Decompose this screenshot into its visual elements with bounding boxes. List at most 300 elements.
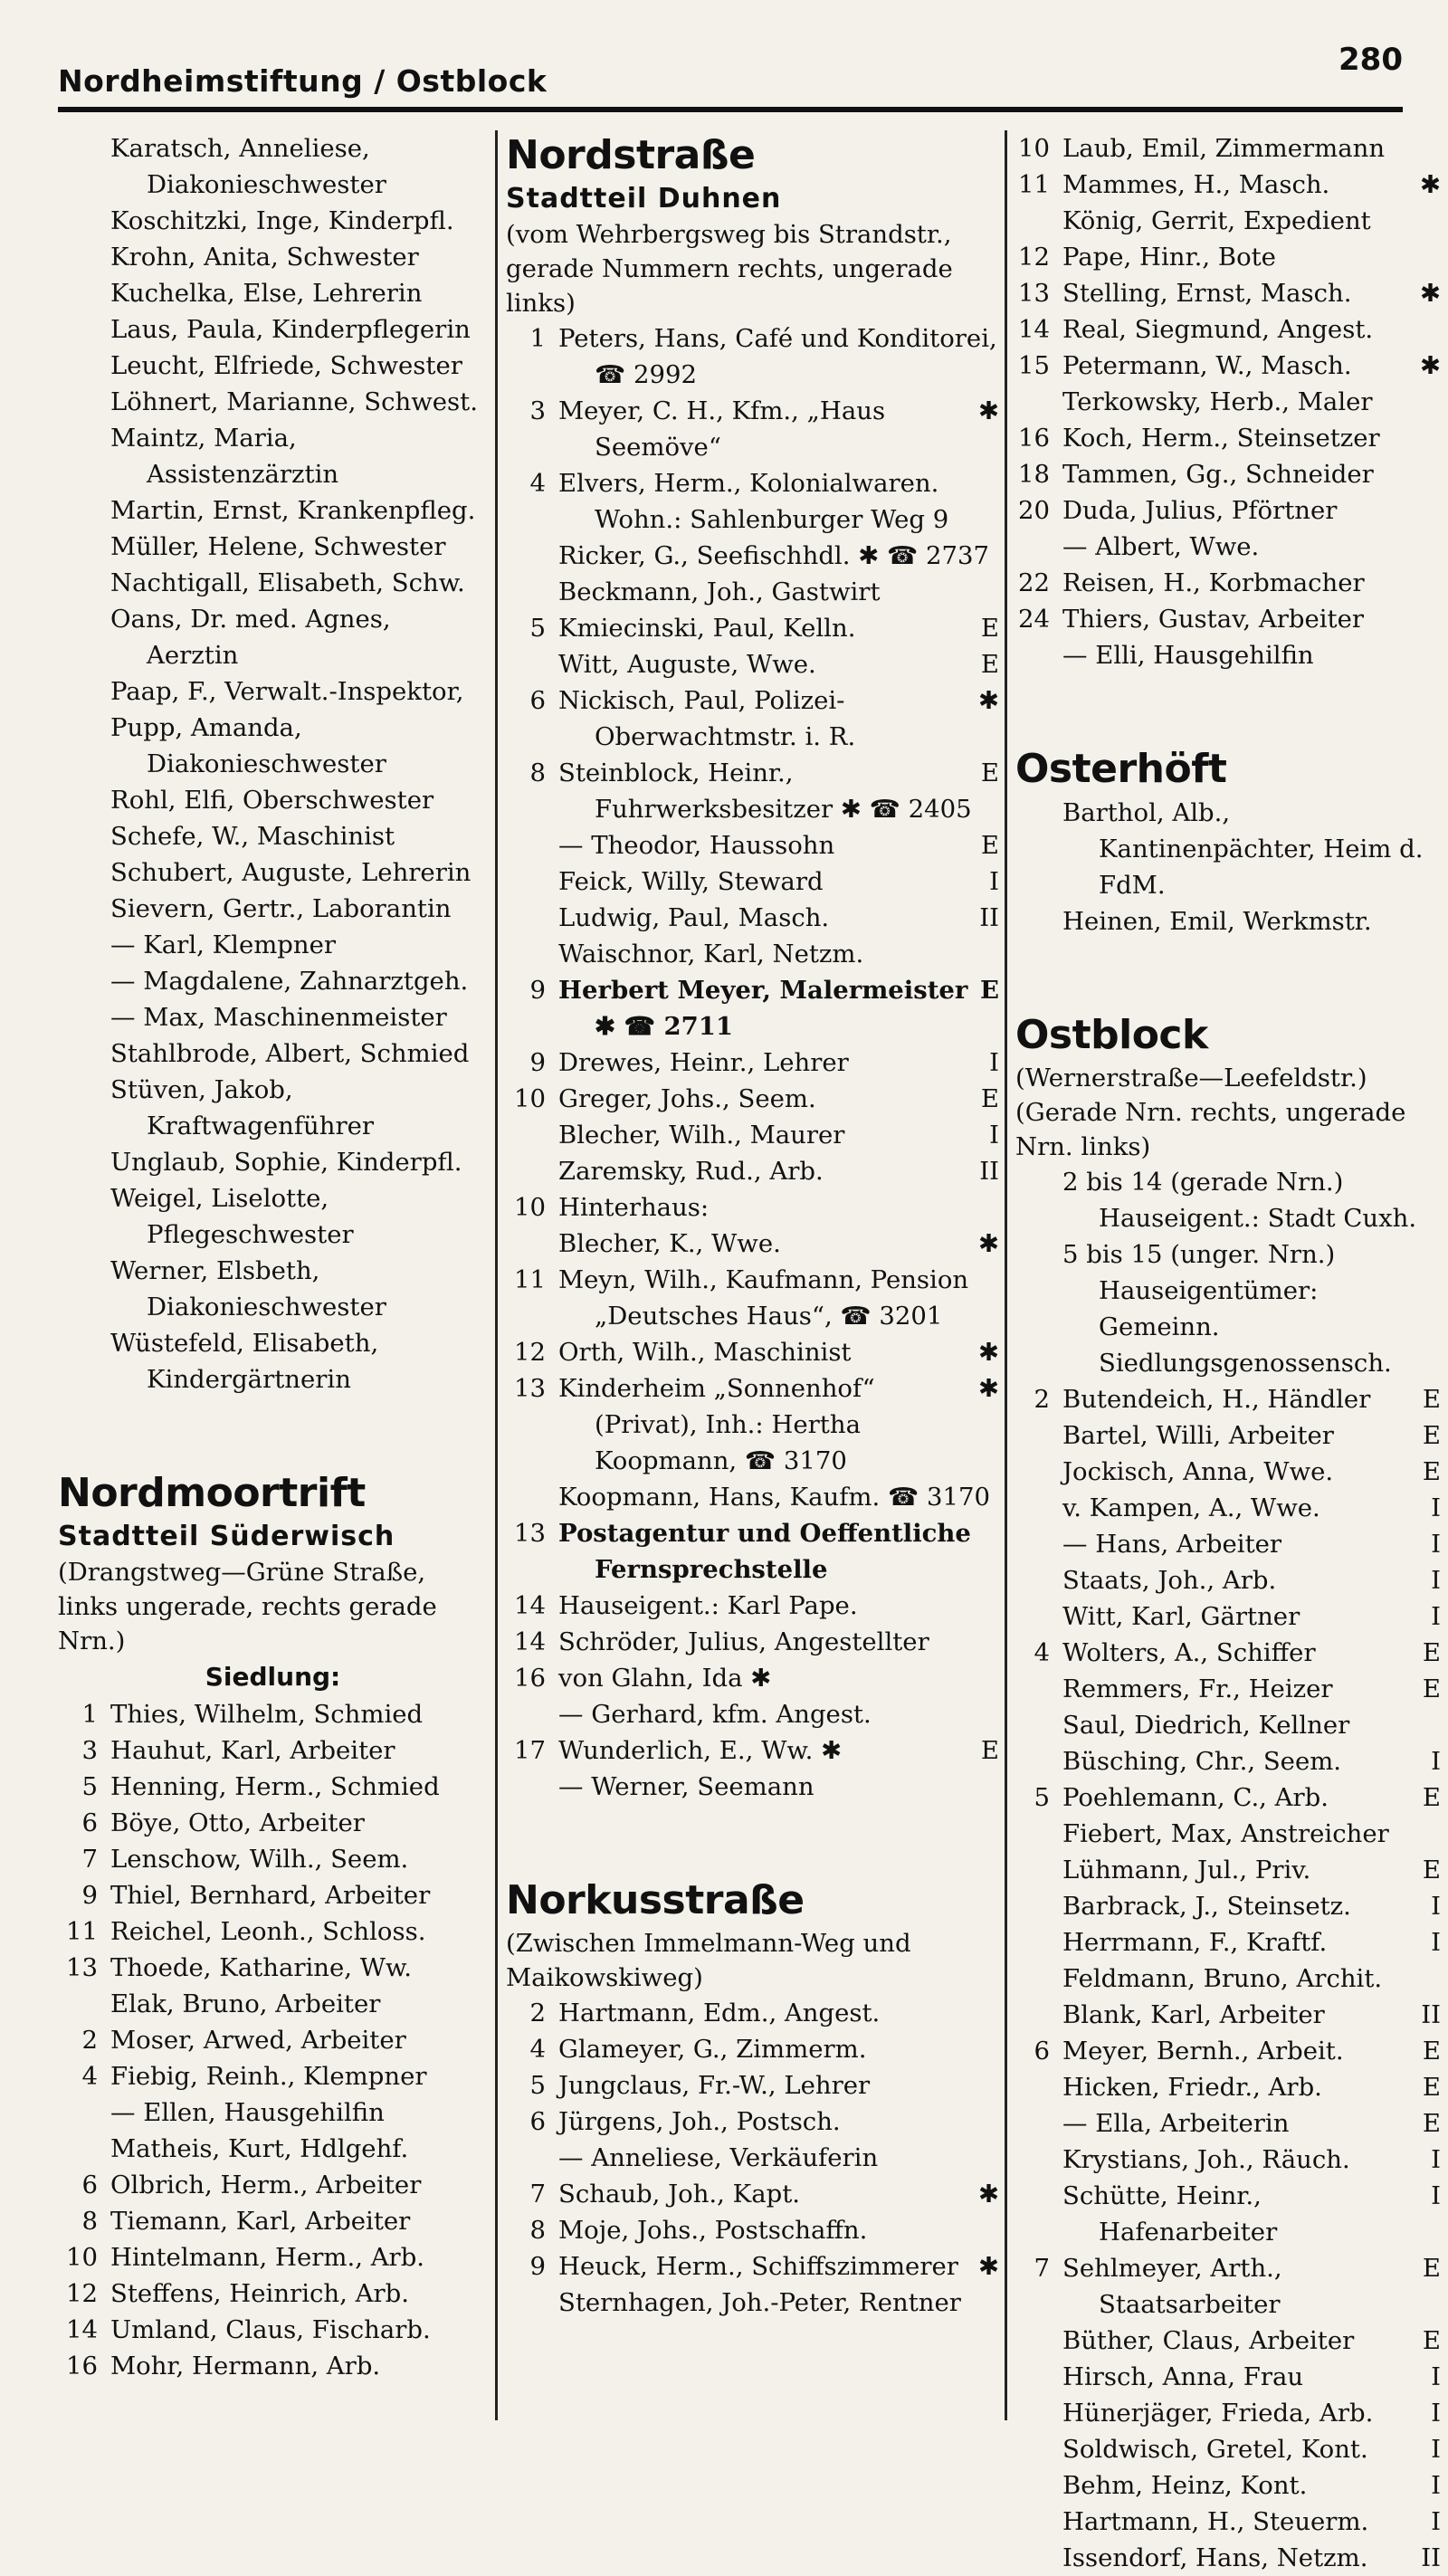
house-number	[58, 1144, 110, 1180]
house-number: 10	[514, 1193, 546, 1222]
house-number: 6	[81, 2171, 98, 2199]
floor-marker: I	[989, 1121, 999, 1150]
directory-entry	[506, 610, 999, 646]
column-1	[58, 130, 488, 2420]
resident-name: Koch, Herm., Steinsetzer	[1062, 424, 1380, 453]
resident-text	[110, 2312, 488, 2348]
resident-text	[110, 492, 488, 529]
resident-name: — Magdalene, Zahnarztgeh.	[110, 967, 469, 996]
resident-text	[1062, 1236, 1441, 1381]
resident-name: Remmers, Fr., Heizer	[1062, 1674, 1333, 1703]
resident-text	[1062, 1671, 1441, 1707]
resident-name: Heuck, Herm., Schiffszimmerer	[558, 2252, 958, 2281]
resident-text	[110, 2239, 488, 2275]
house-number	[1015, 637, 1062, 673]
directory-entry	[1015, 2395, 1441, 2431]
resident-name: Pape, Hinr., Bote	[1062, 243, 1276, 272]
house-number: 16	[1018, 424, 1050, 453]
floor-marker: II	[1421, 2000, 1441, 2029]
directory-entry	[1015, 1779, 1441, 1816]
directory-entry	[506, 972, 999, 1045]
floor-marker: I	[1431, 1602, 1441, 1631]
resident-name: Barbrack, J., Steinsetz.	[1062, 1892, 1351, 1921]
floor-marker: ✱	[1419, 170, 1441, 199]
house-number	[58, 275, 110, 311]
resident-name: Reisen, H., Korbmacher	[1062, 568, 1365, 597]
floor-marker: I	[1431, 2471, 1441, 2500]
house-number	[1015, 1743, 1062, 1779]
directory-entry	[58, 1253, 488, 1325]
resident-name: Steffens, Heinrich, Arb.	[110, 2279, 409, 2308]
resident-name: Tiemann, Karl, Arbeiter	[110, 2207, 411, 2236]
resident-name: Barthol, Alb., Kantinenpächter, Heim d. FdM.	[1062, 798, 1424, 900]
floor-marker: I	[1431, 2435, 1441, 2464]
house-number	[1015, 1816, 1062, 1852]
house-number	[1015, 2431, 1062, 2467]
house-number	[1015, 1888, 1062, 1924]
resident-text	[558, 2031, 999, 2067]
directory-entry	[58, 311, 488, 348]
directory-entry	[58, 1913, 488, 1950]
floor-marker: II	[979, 903, 999, 932]
resident-text	[1062, 1743, 1441, 1779]
house-number	[1015, 1671, 1062, 1707]
house-number	[1015, 1417, 1062, 1454]
resident-text	[110, 1325, 488, 1398]
directory-entry	[58, 1805, 488, 1841]
house-number: 8	[529, 758, 546, 787]
house-number	[1015, 1707, 1062, 1743]
resident-text	[1062, 2323, 1441, 2359]
resident-name: Fiebert, Max, Anstreicher	[1062, 1819, 1389, 1848]
resident-name: Witt, Auguste, Wwe.	[558, 650, 816, 679]
resident-text	[110, 1841, 488, 1877]
directory-entry	[1015, 1454, 1441, 1490]
resident-text	[558, 610, 999, 646]
resident-name: Löhnert, Marianne, Schwest.	[110, 387, 478, 416]
directory-entry	[506, 1732, 999, 1769]
floor-marker: I	[1431, 1530, 1441, 1559]
resident-text	[110, 2131, 488, 2167]
resident-name: Sievern, Gertr., Laborantin	[110, 894, 452, 923]
house-number	[58, 673, 110, 710]
resident-name: Hauhut, Karl, Arbeiter	[110, 1736, 395, 1765]
resident-name: — Albert, Wwe.	[1062, 532, 1260, 561]
directory-entry	[58, 2167, 488, 2203]
house-number	[58, 348, 110, 384]
directory-entry	[1015, 2033, 1441, 2069]
house-number: 15	[1018, 351, 1050, 380]
directory-entry	[58, 1841, 488, 1877]
resident-name: Hartmann, H., Steuerm.	[1062, 2507, 1369, 2536]
directory-entry	[58, 818, 488, 854]
resident-name: Behm, Heinz, Kont.	[1062, 2471, 1308, 2500]
resident-text	[1062, 1852, 1441, 1888]
house-number	[1015, 1562, 1062, 1598]
resident-text	[110, 275, 488, 311]
house-number	[58, 239, 110, 275]
directory-entry	[58, 1732, 488, 1769]
resident-name: Petermann, W., Masch.	[1062, 351, 1352, 380]
street-description: (Wernerstraße—Leefeldstr.) (Gerade Nrn. rechts, ungerade Nrn. links)	[1015, 1064, 1406, 1161]
resident-name: Stüven, Jakob, Kraftwagenführer	[110, 1075, 375, 1140]
floor-marker: I	[1431, 1747, 1441, 1776]
directory-entry	[58, 1877, 488, 1913]
house-number	[58, 384, 110, 420]
house-number	[1015, 2467, 1062, 2504]
resident-text	[1062, 2504, 1441, 2540]
directory-entry	[506, 465, 999, 538]
district-heading: Stadtteil Süderwisch	[58, 1521, 395, 1552]
floor-marker: E	[1422, 1856, 1441, 1884]
house-number: 10	[66, 2243, 98, 2272]
resident-name: Kinderheim „Sonnenhof“ (Privat), Inh.: Hertha Koopmann, ☎ 3170	[558, 1374, 875, 1475]
resident-name: Blecher, K., Wwe.	[558, 1229, 781, 1258]
house-number: 4	[81, 2062, 98, 2091]
resident-name: Jungclaus, Fr.-W., Lehrer	[558, 2071, 871, 2100]
floor-marker: E	[1422, 1783, 1441, 1812]
resident-text	[558, 2212, 999, 2248]
resident-text	[110, 1696, 488, 1732]
house-number	[1015, 2540, 1062, 2576]
resident-text	[558, 2248, 999, 2285]
directory-entry	[1015, 2178, 1441, 2250]
resident-text	[110, 529, 488, 565]
resident-text	[1062, 2250, 1441, 2323]
resident-name: Hintelmann, Herm., Arb.	[110, 2243, 425, 2272]
resident-text	[110, 891, 488, 927]
resident-text	[1062, 1164, 1441, 1236]
house-number: 9	[529, 2252, 546, 2281]
resident-text	[1062, 1997, 1441, 2033]
directory-entry	[1015, 1417, 1441, 1454]
resident-text	[110, 1950, 488, 1986]
resident-text	[558, 1624, 999, 1660]
directory-entry	[1015, 637, 1441, 673]
directory-entry	[58, 529, 488, 565]
house-number	[1015, 2504, 1062, 2540]
resident-text	[110, 2348, 488, 2384]
resident-name: Elvers, Herm., Kolonialwaren. Wohn.: Sahlenburger Weg 9	[558, 469, 949, 534]
resident-name: Matheis, Kurt, Hdlgehf.	[110, 2134, 409, 2163]
resident-text	[558, 2067, 999, 2104]
resident-name: Schütte, Heinr., Hafenarbeiter	[1062, 2181, 1278, 2247]
resident-name: Krystians, Joh., Räuch.	[1062, 2145, 1350, 2174]
resident-name: Thoede, Katharine, Ww.	[110, 1953, 413, 1982]
directory-entry	[1015, 601, 1441, 637]
resident-text	[110, 1732, 488, 1769]
resident-name: Laus, Paula, Kinderpflegerin	[110, 315, 471, 344]
resident-text	[558, 1117, 999, 1153]
resident-name: Werner, Elsbeth, Diakonieschwester	[110, 1256, 386, 1321]
floor-marker: E	[1422, 1638, 1441, 1667]
house-number: 12	[66, 2279, 98, 2308]
directory-entry	[58, 275, 488, 311]
directory-entry	[1015, 1852, 1441, 1888]
floor-marker: E	[980, 1736, 999, 1765]
resident-text	[1062, 1454, 1441, 1490]
directory-entry	[58, 1769, 488, 1805]
directory-entry	[1015, 311, 1441, 348]
resident-text	[1062, 565, 1441, 601]
directory-entry	[58, 891, 488, 927]
directory-entry	[58, 2131, 488, 2167]
house-number	[506, 1696, 558, 1732]
resident-name: Hinterhaus:	[558, 1193, 710, 1222]
house-number: 9	[529, 976, 546, 1005]
resident-text	[110, 1180, 488, 1253]
resident-text	[558, 1045, 999, 1081]
resident-name: Elak, Bruno, Arbeiter	[110, 1989, 381, 2018]
resident-text	[558, 574, 999, 610]
house-number	[1015, 1598, 1062, 1635]
resident-name: Postagentur und Oeffentliche Fernsprechstelle	[558, 1519, 971, 1584]
directory-entry	[506, 1588, 999, 1624]
street-description: (Zwischen Immelmann-Weg und Maikowskiweg)	[506, 1929, 911, 1992]
house-number: 2	[81, 2026, 98, 2055]
spacer	[1015, 673, 1441, 728]
resident-text	[110, 1144, 488, 1180]
resident-text	[1062, 795, 1441, 903]
floor-marker: ✱	[977, 1229, 999, 1258]
directory-entry	[506, 2031, 999, 2067]
resident-text	[1062, 1707, 1441, 1743]
resident-name: Hicken, Friedr., Arb.	[1062, 2073, 1322, 2102]
resident-name: Blank, Karl, Arbeiter	[1062, 2000, 1325, 2029]
directory-entry	[1015, 456, 1441, 492]
column-divider	[1005, 130, 1007, 2420]
resident-name: Moser, Arwed, Arbeiter	[110, 2026, 406, 2055]
resident-name: — Gerhard, kfm. Angest.	[558, 1700, 872, 1729]
house-number	[1015, 1526, 1062, 1562]
resident-name: Beckmann, Joh., Gastwirt	[558, 577, 881, 606]
resident-text	[110, 927, 488, 963]
floor-marker: ✱	[977, 2180, 999, 2209]
house-number	[506, 538, 558, 574]
directory-entry	[1015, 1997, 1441, 2033]
directory-entry	[1015, 2431, 1441, 2467]
resident-name: Heinen, Emil, Werkmstr.	[1062, 907, 1372, 936]
resident-name: Wüstefeld, Elisabeth, Kindergärtnerin	[110, 1329, 379, 1394]
resident-text	[558, 465, 999, 538]
resident-text	[110, 311, 488, 348]
floor-marker: E	[980, 758, 999, 787]
resident-name: Greger, Johs., Seem.	[558, 1084, 816, 1113]
resident-text	[558, 863, 999, 900]
house-number	[1015, 2359, 1062, 2395]
floor-marker: E	[980, 650, 999, 679]
resident-text	[110, 2203, 488, 2239]
house-number	[58, 963, 110, 999]
resident-name: Steinblock, Heinr., Fuhrwerksbesitzer ✱ ☎ 2405	[558, 758, 972, 824]
directory-entry	[58, 1986, 488, 2022]
resident-name: Karatsch, Anneliese, Diakonieschwester	[110, 134, 386, 199]
house-number: 8	[529, 2216, 546, 2245]
resident-name: Paap, F., Verwalt.-Inspektor,	[110, 677, 464, 706]
house-number: 2	[1034, 1385, 1050, 1414]
floor-marker: E	[1422, 2109, 1441, 2138]
house-number: 3	[529, 396, 546, 425]
directory-entry	[506, 682, 999, 755]
resident-name: König, Gerrit, Expedient	[1062, 206, 1371, 235]
resident-text	[110, 854, 488, 891]
house-number	[58, 1035, 110, 1072]
resident-name: Schubert, Auguste, Lehrerin	[110, 858, 472, 887]
house-number	[1015, 2105, 1062, 2142]
directory-entry	[1015, 1924, 1441, 1961]
house-number	[1015, 1924, 1062, 1961]
house-number: 7	[529, 2180, 546, 2209]
house-number	[506, 1117, 558, 1153]
resident-text	[558, 646, 999, 682]
spacer	[58, 1398, 488, 1452]
resident-name: Thiers, Gustav, Arbeiter	[1062, 605, 1365, 634]
directory-entry	[506, 2176, 999, 2212]
house-number	[1015, 2142, 1062, 2178]
resident-text	[558, 1588, 999, 1624]
house-number	[58, 492, 110, 529]
street-heading: Nordstraße	[506, 132, 756, 178]
directory-entry	[506, 1081, 999, 1117]
resident-text	[110, 963, 488, 999]
resident-name: Feick, Willy, Steward	[558, 867, 824, 896]
resident-name: — Theodor, Haussohn	[558, 831, 835, 860]
resident-name: Hartmann, Edm., Angest.	[558, 1999, 881, 2027]
resident-name: 2 bis 14 (gerade Nrn.) Hauseigent.: Stadt Cuxh.	[1062, 1168, 1417, 1233]
directory-entry	[506, 1995, 999, 2031]
house-number: 6	[529, 2107, 546, 2136]
resident-name: Moje, Johs., Postschaffn.	[558, 2216, 868, 2245]
resident-text	[558, 1189, 999, 1226]
resident-text	[558, 2104, 999, 2140]
directory-entry	[1015, 1888, 1441, 1924]
floor-marker: ✱	[977, 1374, 999, 1403]
directory-entry	[1015, 1490, 1441, 1526]
house-number: 24	[1018, 605, 1050, 634]
house-number: 4	[1034, 1638, 1050, 1667]
resident-text	[558, 827, 999, 863]
directory-entry	[1015, 2105, 1441, 2142]
house-number: 5	[81, 1772, 98, 1801]
directory-entry	[58, 348, 488, 384]
resident-text	[110, 239, 488, 275]
house-number	[1015, 2178, 1062, 2250]
resident-text	[110, 130, 488, 203]
directory-entry	[1015, 2069, 1441, 2105]
resident-name: Butendeich, H., Händler	[1062, 1385, 1371, 1414]
resident-text	[110, 2094, 488, 2131]
house-number: 13	[514, 1519, 546, 1548]
house-number	[1015, 203, 1062, 239]
resident-name: Fiebig, Reinh., Klempner	[110, 2062, 427, 2091]
resident-name: Soldwisch, Gretel, Kont.	[1062, 2435, 1368, 2464]
directory-entry	[1015, 492, 1441, 529]
resident-name: 5 bis 15 (unger. Nrn.) Hauseigentümer: Gemeinn. Siedlungsgenossensch.	[1062, 1240, 1392, 1378]
house-number	[58, 529, 110, 565]
floor-marker: E	[1422, 1674, 1441, 1703]
resident-name: Hirsch, Anna, Frau	[1062, 2362, 1304, 2391]
resident-text	[1062, 1924, 1441, 1961]
directory-entry	[58, 963, 488, 999]
floor-marker: ✱	[1419, 351, 1441, 380]
resident-name: Mohr, Hermann, Arb.	[110, 2352, 381, 2380]
resident-name: Herrmann, F., Kraftf.	[1062, 1928, 1328, 1957]
directory-entry	[58, 565, 488, 601]
house-number: 22	[1018, 568, 1050, 597]
resident-text	[1062, 492, 1441, 529]
resident-text	[1062, 311, 1441, 348]
resident-text	[1062, 1888, 1441, 1924]
directory-entry	[1015, 275, 1441, 311]
house-number	[506, 936, 558, 972]
spacer	[506, 1805, 999, 1859]
house-number: 17	[514, 1736, 546, 1765]
house-number	[506, 2285, 558, 2321]
resident-name: Nachtigall, Elisabeth, Schw.	[110, 568, 465, 597]
house-number	[58, 891, 110, 927]
directory-entry	[1015, 1743, 1441, 1779]
resident-name: Umland, Claus, Fischarb.	[110, 2315, 431, 2344]
resident-name: Sternhagen, Joh.-Peter, Rentner	[558, 2288, 961, 2317]
directory-entry	[58, 2348, 488, 2384]
floor-marker: I	[1431, 1928, 1441, 1957]
house-number: 14	[514, 1627, 546, 1656]
resident-text	[110, 384, 488, 420]
section-subheading: Siedlung:	[205, 1662, 341, 1692]
directory-entry	[1015, 1635, 1441, 1671]
resident-text	[558, 1334, 999, 1370]
resident-name: von Glahn, Ida ✱	[558, 1664, 772, 1693]
resident-name: Mammes, H., Masch.	[1062, 170, 1330, 199]
house-number: 4	[529, 2035, 546, 2064]
resident-text	[110, 1035, 488, 1072]
resident-text	[1062, 203, 1441, 239]
house-number: 11	[514, 1265, 546, 1294]
directory-entry	[1015, 348, 1441, 384]
resident-text	[1062, 348, 1441, 384]
resident-text	[110, 2022, 488, 2058]
house-number: 9	[81, 1881, 98, 1910]
directory-entry	[1015, 1961, 1441, 1997]
floor-marker: E	[1422, 2073, 1441, 2102]
house-number: 10	[1018, 134, 1050, 163]
resident-name: Koschitzki, Inge, Kinderpfl.	[110, 206, 454, 235]
directory-entry	[1015, 167, 1441, 203]
directory-entry	[1015, 1381, 1441, 1417]
resident-name: Krohn, Anita, Schwester	[110, 243, 419, 272]
resident-text	[110, 1805, 488, 1841]
house-number	[58, 1325, 110, 1398]
floor-marker: I	[989, 1048, 999, 1077]
house-number	[58, 1986, 110, 2022]
directory-entry	[1015, 1526, 1441, 1562]
resident-name: Peters, Hans, Café und Konditorei, ☎ 2992	[558, 324, 997, 389]
directory-entry	[1015, 203, 1441, 239]
floor-marker: ✱	[1419, 279, 1441, 308]
page-title: Nordheimstiftung / Ostblock	[58, 63, 548, 99]
floor-marker: E	[980, 976, 999, 1005]
directory-entry	[58, 927, 488, 963]
resident-text	[558, 1769, 999, 1805]
resident-name: Koopmann, Hans, Kaufm. ☎ 3170	[558, 1483, 990, 1512]
house-number	[58, 130, 110, 203]
directory-entry	[1015, 2142, 1441, 2178]
directory-entry	[58, 1072, 488, 1144]
resident-text	[558, 2140, 999, 2176]
resident-name: Waischnor, Karl, Netzm.	[558, 940, 864, 968]
columns	[58, 130, 1441, 2572]
directory-entry	[1015, 1598, 1441, 1635]
